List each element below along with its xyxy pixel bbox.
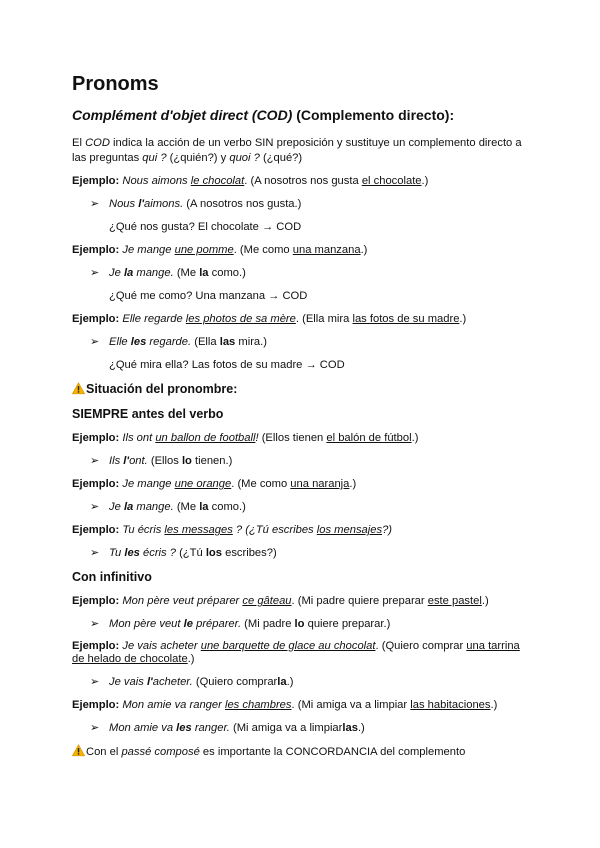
example-1-pronoun [72,197,532,211]
example-french-object: une pomme [174,244,234,256]
example-spanish: (A nosotros nos gusta [247,175,362,187]
warning-icon [72,382,85,395]
example-text: .) [421,175,429,187]
concordancia-note [72,744,532,759]
pronoun-spanish: la [277,676,287,688]
arrow-bullet-icon: ➢ [90,501,100,513]
example-label: Ejemplo: [72,313,120,325]
pronoun: la [123,501,134,513]
note-passe-compose: passé composé [121,746,200,758]
section-title-spanish: (Complemento directo): [292,107,455,123]
bullet-translation: .) [286,676,294,688]
pronoun: l' [138,198,145,210]
example-french-object: un ballon de football [155,432,256,444]
example-text: . [233,244,237,256]
bullet-text: aimons. [144,198,184,210]
pronoun-spanish: la [199,501,209,513]
pronoun-spanish: las [219,336,236,348]
example-2-pronoun [72,266,532,280]
bullet-translation: (Quiero comprar [192,676,278,688]
bullet-translation: (¿Tú [175,547,206,559]
example-french-object: ce gâteau [242,595,292,607]
pronoun: l' [123,455,130,467]
note-text: Con el [86,746,122,758]
example-5-pronoun [72,500,532,514]
example-text: .) [490,699,498,711]
example-text: ?) [382,524,393,536]
example-label: Ejemplo: [72,244,120,256]
bullet-text: Tu [109,547,125,559]
example-text: . [375,640,379,652]
intro-cod: COD [85,137,110,149]
example-spanish-object: el balón de fútbol [326,432,412,444]
arrow-bullet-icon: ➢ [90,618,100,630]
example-spanish-object: las fotos de su madre [352,313,460,325]
bullet-text: Elle [109,336,131,348]
example-9 [72,698,532,712]
example-spanish-object: una tarrina de helado de chocolate [72,640,520,665]
example-french-object: le chocolat [190,175,245,187]
example-text: . [231,478,235,490]
example-spanish: ? (¿Tú escribes [232,524,317,536]
example-label: Ejemplo: [72,478,120,490]
example-french: Mon amie va ranger [122,699,225,711]
pronoun: les [176,722,192,734]
example-spanish: (Ella mira [298,313,353,325]
example-1-question: ¿Qué nos gusta? El chocolate → COD [109,221,302,233]
bullet-translation: (Ella [191,336,220,348]
bullet-text: préparer. [192,618,242,630]
example-french-object: les photos de sa mère [185,313,296,325]
bullet-translation: (Mi padre [241,618,295,630]
bullet-text: regarde. [146,336,192,348]
example-spanish: (Mi amiga va a limpiar [294,699,411,711]
situation-heading-text: Situación del pronombre: [86,382,238,396]
intro-qui: qui ? [142,151,167,164]
intro-text: (¿qué?) [259,151,303,164]
document-page [72,72,532,768]
bullet-translation: tienen.) [191,455,233,467]
pronoun: les [130,336,147,348]
example-text: .) [349,478,357,490]
pronoun-spanish: las [342,722,358,734]
example-2-question: ¿Qué me como? Una manzana → COD [109,290,308,302]
example-text: .) [481,595,489,607]
example-french-object: les messages [164,524,233,536]
example-label: Ejemplo: [72,524,120,536]
bullet-text: mange. [133,501,174,513]
example-3 [72,312,532,326]
example-text: . [291,699,295,711]
pronoun: les [124,547,140,559]
arrow-bullet-icon: ➢ [90,336,100,348]
bullet-text: ont. [129,455,148,467]
example-label: Ejemplo: [72,595,120,607]
pronoun-spanish: la [199,267,209,279]
bullet-translation: (Ellos [147,455,182,467]
bullet-text: Je [109,267,124,279]
example-4 [72,431,532,445]
example-french: Je mange [122,478,175,490]
example-french-object: les chambres [224,699,292,711]
bullet-translation: como.) [208,267,246,279]
arrow-bullet-icon: ➢ [90,455,100,467]
bullet-text: ranger. [191,722,230,734]
example-8-pronoun [72,675,532,689]
pronoun-spanish: los [205,547,222,559]
bullet-translation: (Me [173,501,200,513]
bullet-text: écris ? [139,547,176,559]
bullet-translation: quiere preparar.) [304,618,391,630]
siempre-heading: SIEMPRE antes del verbo [72,407,224,421]
example-text: ! [255,432,259,444]
example-5 [72,477,532,491]
example-6 [72,523,532,537]
example-text: .) [411,432,419,444]
bullet-text: Je [109,501,124,513]
bullet-translation: escribes?) [221,547,277,559]
intro-text: indica la acción de un verbo SIN preposición y sustituye un complemento directo a las preguntas [72,137,522,164]
example-text: . [295,313,299,325]
example-french-object: une orange [174,478,232,490]
example-text: . [291,595,295,607]
arrow-bullet-icon: ➢ [90,198,100,210]
example-spanish: (Me como [234,478,291,490]
bullet-text: Mon amie va [109,722,177,734]
example-french-object: une barquette de glace au chocolat [200,640,376,652]
example-9-pronoun [72,721,532,735]
bullet-text: Ils [109,455,124,467]
arrow-bullet-icon: ➢ [90,267,100,279]
bullet-text: Mon père veut [109,618,184,630]
bullet-translation: como.) [208,501,246,513]
bullet-text: Nous [109,198,139,210]
example-spanish-object: una naranja [290,478,350,490]
bullet-text: mange. [133,267,174,279]
arrow-bullet-icon: ➢ [90,722,100,734]
note-text: es importante la CONCORDANCIA del complemento [199,746,466,758]
example-1 [72,174,532,188]
bullet-text: acheter. [152,676,193,688]
pronoun-spanish: lo [294,618,305,630]
bullet-translation: (A nosotros nos gusta.) [183,198,302,210]
example-3-pronoun [72,335,532,349]
bullet-translation: .) [357,722,365,734]
example-text: .) [360,244,368,256]
example-french: Mon père veut préparer [122,595,243,607]
pronoun: la [123,267,134,279]
arrow-bullet-icon: ➢ [90,676,100,688]
example-french: Elle regarde [122,313,186,325]
example-spanish: (Ellos tienen [258,432,327,444]
warning-icon [72,744,85,757]
example-french: Ils ont [122,432,156,444]
example-7-pronoun [72,617,532,631]
bullet-translation: (Me [173,267,200,279]
example-text: .) [459,313,467,325]
arrow-bullet-icon: ➢ [90,547,100,559]
infinitivo-heading: Con infinitivo [72,570,152,584]
page-title: Pronoms [72,73,159,95]
bullet-translation: (Mi amiga va a limpiar [229,722,343,734]
example-8 [72,640,532,666]
example-label: Ejemplo: [72,699,120,711]
pronoun-spanish: lo [181,455,192,467]
bullet-translation: mira.) [235,336,267,348]
example-4-pronoun [72,454,532,468]
example-text: .) [187,653,195,665]
bullet-text: Je vais [109,676,147,688]
example-2 [72,243,532,257]
example-french: Tu écris [122,524,165,536]
example-label: Ejemplo: [72,432,120,444]
intro-paragraph [72,136,532,165]
example-label: Ejemplo: [72,640,120,652]
situation-heading [72,381,532,397]
example-french: Nous aimons [122,175,191,187]
example-spanish: (Mi padre quiere preparar [294,595,428,607]
example-spanish-object: el chocolate [361,175,422,187]
example-french: Je mange [122,244,175,256]
example-spanish-object: este pastel [427,595,482,607]
example-spanish: (Me como [236,244,293,256]
example-label: Ejemplo: [72,175,120,187]
pronoun: l' [146,676,153,688]
intro-text: (¿quién?) y [166,151,230,164]
example-spanish-object: una manzana [292,244,361,256]
example-text: . [244,175,248,187]
intro-text: El [72,137,86,149]
example-3-question: ¿Qué mira ella? Las fotos de su madre → COD [109,359,345,371]
example-spanish-object: los mensajes [316,524,383,536]
pronoun: le [183,618,193,630]
example-6-pronoun [72,546,532,560]
section-title-french: Complément d'objet direct (COD) [72,107,293,123]
example-spanish-object: las habitaciones [410,699,491,711]
example-french: Je vais acheter [122,640,201,652]
example-spanish: (Quiero comprar [378,640,467,652]
example-7 [72,594,532,608]
intro-quoi: quoi ? [229,151,260,164]
section-title [72,106,532,124]
